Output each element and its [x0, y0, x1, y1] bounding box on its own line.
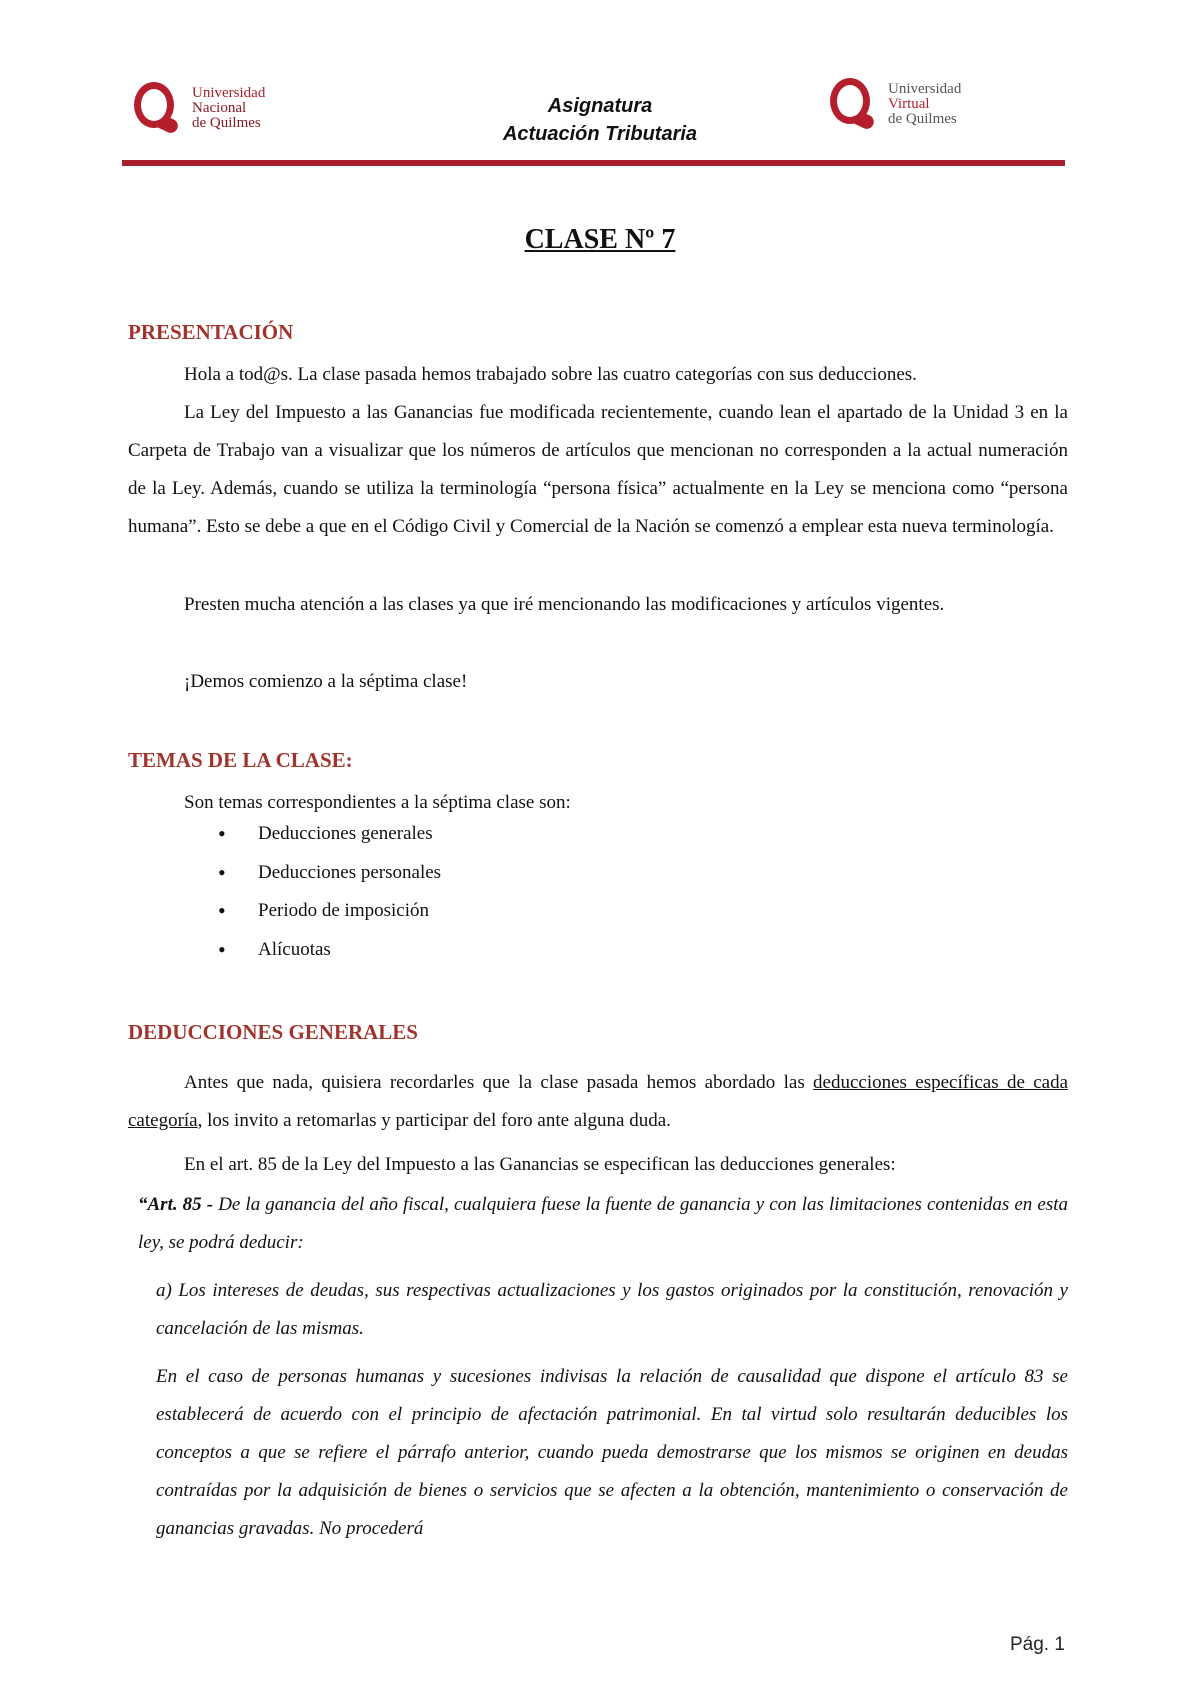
presentacion-greeting: Hola a tod@s. La clase pasada hemos trabajado sobre las cuatro categorías con sus deducciones. — [184, 364, 917, 385]
art-85-paragraph: En el caso de personas humanas y sucesiones indivisas la relación de causalidad que dispone el artículo 83 se establecerá de acuerdo con el principio de afectación patrimonial. En tal virtud solo resultarán deducibles los conceptos a que se refiere el párrafo anterior, cuando pueda demostrarse que los mismos se originen en deudas contraídas por la adquisición de bienes o servicios que se afecten a la obtención, mantenimiento o conservación de ganancias gravadas. No procederá — [156, 1366, 1068, 1539]
temas-intro: Son temas correspondientes a la séptima clase son: — [184, 792, 571, 813]
art-85-item-a: a) Los intereses de deudas, sus respectivas actualizaciones y los gastos originados por la constitución, renovación y cancelación de las mismas. — [156, 1280, 1068, 1339]
list-item: • Alícuotas — [218, 931, 441, 970]
presentacion-closing: ¡Demos comienzo a la séptima clase! — [184, 671, 468, 692]
header-divider — [122, 160, 1065, 166]
section-heading-temas: TEMAS DE LA CLASE: — [128, 748, 353, 772]
list-item: • Deducciones personales — [218, 854, 441, 893]
page-title: CLASE Nº 7 — [524, 224, 676, 255]
list-item: • Deducciones generales — [218, 815, 441, 854]
art-85-quote: “Art. 85 - De la ganancia del año fiscal, cualquiera fuese la fuente de ganancia y con las limitaciones contenidas en esta ley, se podrá deducir: — [138, 1194, 1068, 1253]
section-heading-deducciones: DEDUCCIONES GENERALES — [128, 1020, 418, 1044]
uvq-logo — [828, 74, 961, 134]
temas-list — [218, 815, 441, 969]
deducciones-especificas-link[interactable]: deducciones específicas de cada categoría — [128, 1072, 1069, 1131]
section-heading-presentacion: PRESENTACIÓN — [128, 320, 294, 344]
subject-label: Asignatura — [547, 95, 653, 117]
unq-logo-text: Universidad Nacional de Quilmes — [192, 84, 266, 131]
deducciones-paragraph-2: En el art. 85 de la Ley del Impuesto a las Ganancias se especifican las deducciones generales: — [184, 1154, 896, 1175]
deducciones-paragraph-1: Antes que nada, quisiera recordarles que la clase pasada hemos abordado las deducciones específicas de cada categoría, los invito a retomarlas y participar del foro ante alguna duda. — [128, 1072, 1069, 1131]
list-item: • Periodo de imposición — [218, 892, 441, 931]
page-number: Pág. 1 — [1010, 1634, 1065, 1655]
uvq-logo-text: Universidad Virtual de Quilmes — [888, 80, 962, 127]
subject-name: Actuación Tributaria — [502, 123, 698, 145]
uvq-logo-mark — [828, 74, 880, 134]
presentacion-note: Presten mucha atención a las clases ya que iré mencionando las modificaciones y artículos vigentes. — [184, 594, 945, 615]
presentacion-paragraph: La Ley del Impuesto a las Ganancias fue modificada recientemente, cuando lean el apartado de la Unidad 3 en la Carpeta de Trabajo van a visualizar que los números de artículos que mencionan no corresponden a la actual numeración de la Ley. Además, cuando se utiliza la terminología “persona física” actualmente en la Ley se menciona como “persona humana”. Esto se debe a que en el Código Civil y Comercial de la Nación se comenzó a emplear esta nueva terminología. — [128, 402, 1068, 537]
art-85-label: “Art. 85 - — [138, 1194, 214, 1215]
subject-header — [0, 92, 1200, 148]
